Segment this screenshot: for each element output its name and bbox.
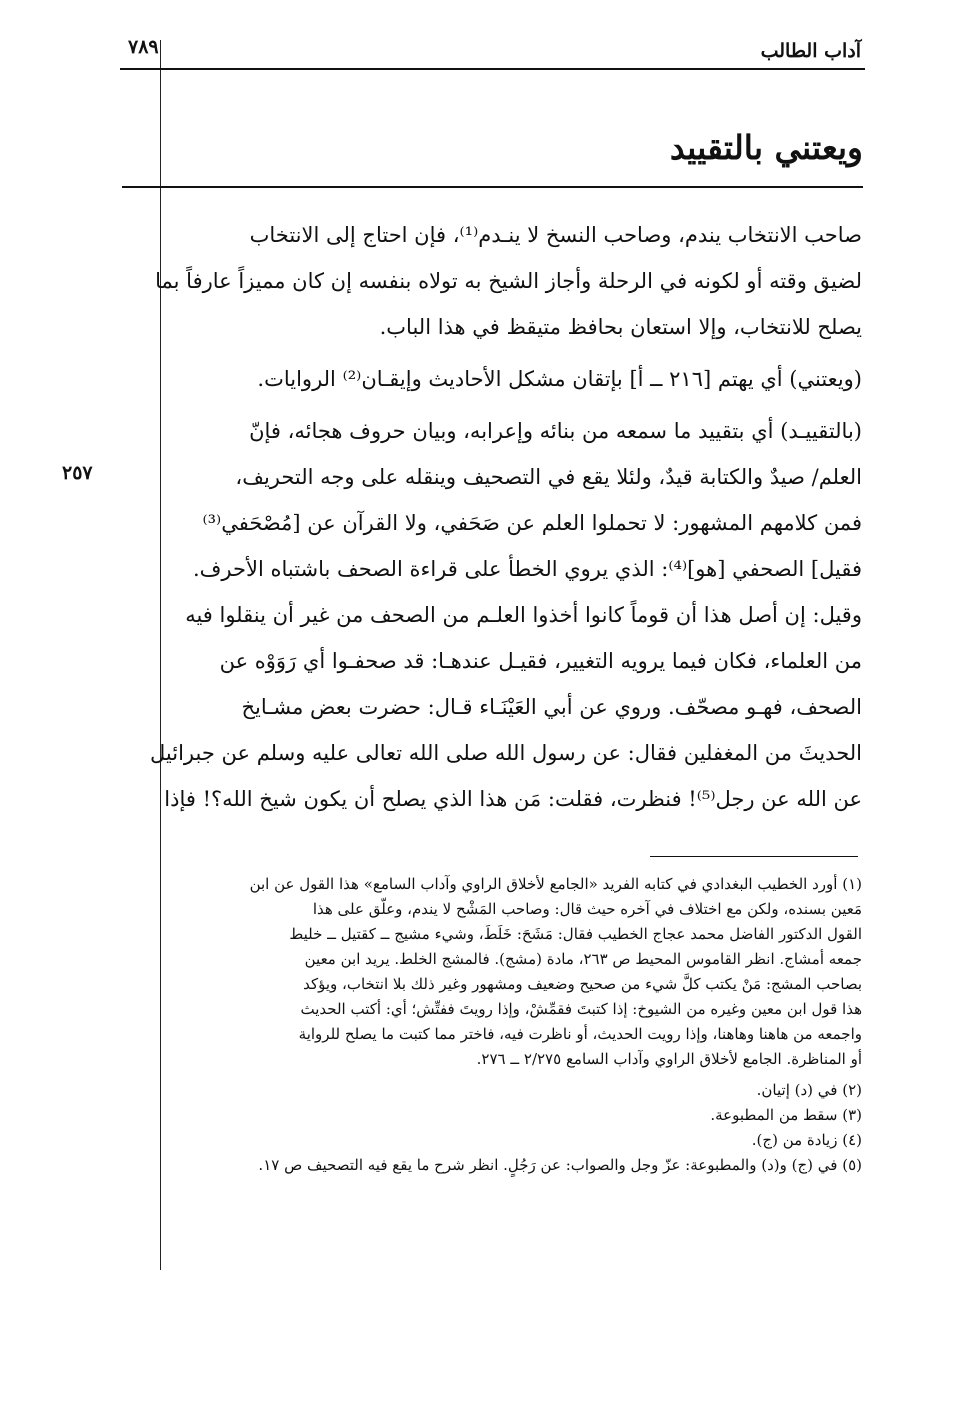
footnote-line: (٣) سقط من المطبوعة. (710, 1106, 862, 1124)
footnote-line: جمعه أمشاج. انظر القاموس المحيط ص ٢٦٣، مادة (مشج). فالمشج الخلط. يريد ابن معين (304, 950, 862, 968)
footnote-line: (٤) زيادة من (ج). (751, 1131, 862, 1149)
header-rule (120, 68, 865, 70)
main-text (122, 212, 862, 822)
margin-page-number: ٢٥٧ (62, 462, 93, 484)
text-line: العلم/ صيدٌ والكتابة قيدٌ، ولئلا يقع في التصحيف وينقله على وجه التحريف، (235, 465, 862, 489)
text-line: من العلماء، فكان فيما يرويه التغيير، فقيـل عندهـا: قد صحفـوا أي رَوَوْه عن (219, 649, 862, 673)
footnote-rule (650, 856, 858, 857)
text-line: (ويعتني) أي يهتم [٢١٦ ــ أ] بإتقان مشكل الأحاديث وإيقـان⁽²⁾ الروايات. (257, 367, 862, 391)
text-line: (بالتقييـد) أي بتقييد ما سمعه من بنائه وإعرابه، وبيان حروف هجائه، فإنّ (249, 419, 862, 443)
footnote-line: واجمعه من هاهنا وهاهنا، وإذا رويت الحديث، أو ناظرت فيه، فاختر مما كتبت ما يصلح للرواية (298, 1025, 862, 1043)
chapter-title: ويعتني بالتقييد (669, 128, 863, 167)
text-line: فمن كلامهم المشهور: لا تحملوا العلم عن صَحَفي، ولا القرآن عن [مُصْحَفي⁽³⁾ (202, 511, 862, 535)
footnote-line: (٢) في (د) إتيان. (756, 1081, 862, 1099)
footnote-line: مَعين بسنده، ولكن مع اختلاف في آخره حيث قال: وصاحب المَشْح لا يندم، وعلّق على هذا (312, 900, 862, 918)
footnote-line: هذا قول ابن معين وغيره من الشيوخ: إذا كتبتَ فقمِّشْ، وإذا رويتَ ففتِّش؛ أي: أكتب الحديث (300, 1000, 862, 1018)
footnote-line: (٥) في (ج) و(د) والمطبوعة: عزّ وجل والصواب: عن رَجُلٍ. انظر شرح ما يقع فيه التصحيف ص ١٧. (258, 1156, 862, 1174)
page-number: ٧٨٩ (128, 36, 159, 58)
footnote-line: أو المناظرة. الجامع لأخلاق الراوي وآداب السامع ٢/٢٧٥ ــ ٢٧٦. (476, 1050, 862, 1068)
text-line: يصلح للانتخاب، وإلا استعان بحافظ متيقظ في هذا الباب. (379, 315, 862, 339)
running-header-title: آداب الطالب (760, 40, 861, 62)
chapter-rule (122, 186, 863, 188)
text-line: وقيل: إن أصل هذا أن قوماً كانوا أخذوا العلـم من الصحف من غير أن ينقلوا فيه (185, 603, 862, 627)
footnote-line: بصاحب المشج: مَنْ يكتب كلَّ شيء من صحيح وضعيف ومشهور وغير ذلك بلا انتخاب، ويؤكد (303, 975, 862, 993)
text-line: فقيل] الصحفي [هو]⁽⁴⁾: الذي يروي الخطأ على قراءة الصحف باشتباه الأحرف. (192, 557, 862, 581)
footnote-line: (١) أورد الخطيب البغدادي في كتابه الفريد «الجامع لأخلاق الراوي وآداب السامع» هذا القول عن ابن (249, 875, 862, 893)
text-line: الحديثَ من المغفلين فقال: عن رسول الله صلى الله تعالى عليه وسلم عن جبرائيل (150, 741, 862, 765)
text-line: لضيق وقته أو لكونه في الرحلة وأجاز الشيخ به تولاه بنفسه إن كان مميزاً عارفاً بما (155, 269, 862, 293)
footnote-line: القول الدكتور الفاضل محمد عجاج الخطيب فقال: مَشَحَ: خَلَطَ، وشيء مشيج ــ كقتيل ــ خليط (289, 925, 862, 943)
text-line: صاحب الانتخاب يندم، وصاحب النسخ لا ينـدم⁽¹⁾، فإن احتاج إلى الانتخاب (249, 223, 862, 247)
text-line: عن الله عن رجل⁽⁵⁾! فنظرت، فقلت: مَن هذا الذي يصلح أن يكون شيخ الله؟! فإذا (164, 787, 862, 811)
text-line: الصحف، فهـو مصحّف. وروي عن أبي العَيْنَـاء قـال: حضرت بعض مشـايخ (241, 695, 862, 719)
footnotes (118, 872, 862, 1178)
